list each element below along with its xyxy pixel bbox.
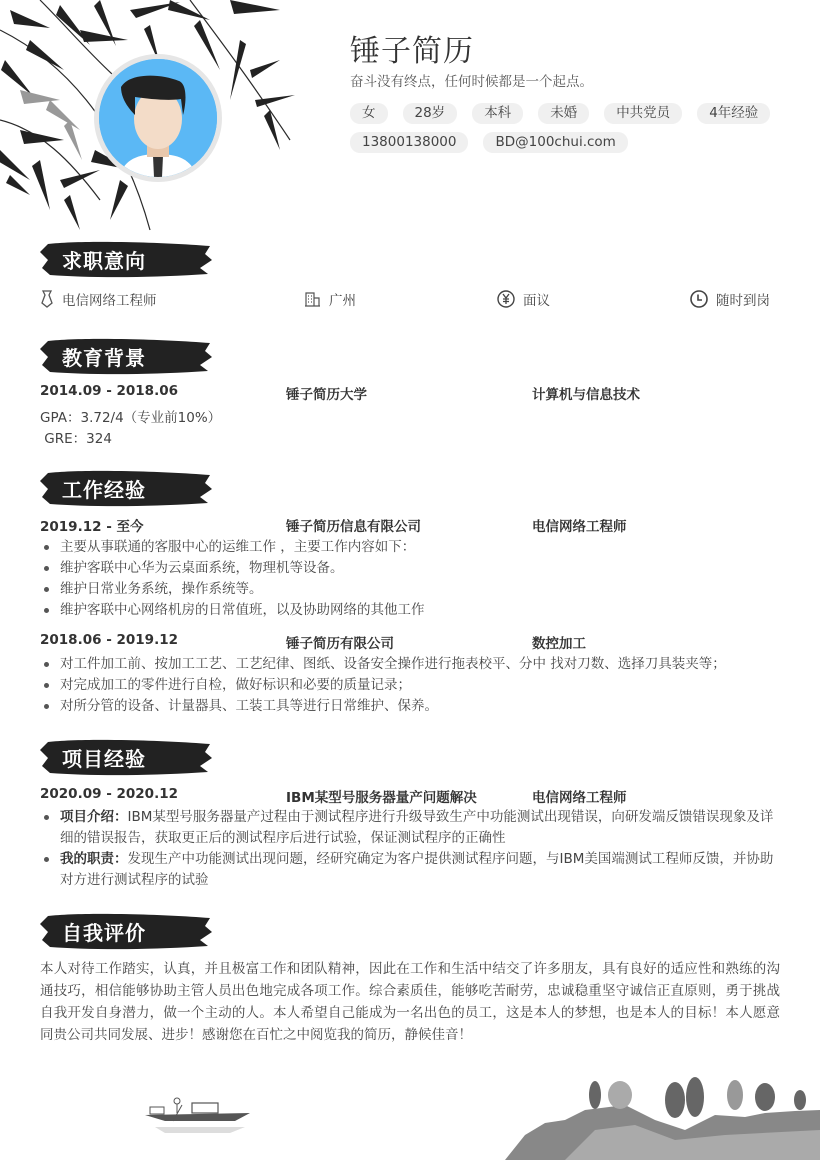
education-gre: GRE：324 [40, 431, 112, 447]
section-title: 自我评价 [62, 921, 146, 945]
job-position: 数控加工 [532, 636, 586, 652]
education-major: 计算机与信息技术 [532, 387, 640, 403]
section-header-education [40, 335, 215, 377]
intent-city-label: 广州 [329, 293, 356, 309]
profile-tags [350, 103, 790, 153]
list-item: 对所分管的设备、计量器具、工装工具等进行日常维护、保养。 [40, 696, 780, 717]
section-header-project [40, 736, 215, 778]
self-evaluation-text: 本人对待工作踏实，认真，并且极富工作和团队精神，因此在工作和生活中结交了许多朋友，具有良好的适应性和熟练的沟通技巧，相信能够协助主管人员出色地完成各项工作。综合素质佳，能够吃苦耐劳，忠诚稳重坚守诚信正直原则，勇于挑战自我开发自身潜力，做一个主动的人。本人希望自己能成为一名出色的员工，这是本人的梦想，也是本人的目标！本人愿意同贵公司共同发展、进步！感谢您在百忙之中阅览我的简历，静候佳音！ [40, 961, 780, 1043]
bullet-text: IBM某型号服务器量产过程由于测试程序进行升级导致生产中功能测试出现错误，向研发端反馈错误现象及详细的错误报告，获取更正后的测试程序后进行试验，保证测试程序的正确性 [60, 809, 774, 846]
avatar [94, 54, 222, 182]
project-period: 2020.09 - 2020.12 [40, 786, 178, 802]
intent-availability-label: 随时到岗 [716, 293, 770, 309]
list-item: 维护客联中心网络机房的日常值班，以及协助网络的其他工作 [40, 600, 780, 621]
list-item: 维护客联中心华为云桌面系统，物理机等设备。 [40, 558, 780, 579]
tag-political: 中共党员 [604, 103, 682, 124]
ink-landscape-decoration [505, 1075, 820, 1160]
intent-position-label: 电信网络工程师 [62, 293, 157, 309]
list-item: 对工件加工前、按加工工艺、工艺纪律、图纸、设备安全操作进行拖表校平、分中 找对刀数、选择刀具装夹等； [40, 654, 780, 675]
list-item: 对完成加工的零件进行自检，做好标识和必要的质量记录； [40, 675, 780, 696]
section-header-intent [40, 238, 215, 280]
tag-email: BD@100chui.com [483, 132, 627, 153]
intent-salary [497, 289, 550, 309]
education-school: 锤子简历大学 [286, 387, 367, 403]
job-company: 锤子简历信息有限公司 [286, 519, 421, 535]
tag-gender: 女 [350, 103, 388, 124]
intent-position [40, 289, 157, 309]
bullet-text: 发现生产中功能测试出现问题，经研究确定为客户提供测试程序问题，与IBM美国端测试工程师反馈，并协助对方进行测试程序的试验 [60, 851, 774, 888]
tag-age: 28岁 [403, 103, 458, 124]
motto: 奋斗没有终点，任何时候都是一个起点。 [350, 74, 593, 90]
tag-phone: 13800138000 [350, 132, 468, 153]
job-duties-list [40, 654, 780, 717]
section-title: 工作经验 [62, 478, 146, 502]
job-duties-list [40, 537, 780, 621]
intent-salary-label: 面议 [523, 293, 550, 309]
avatar-illustration [99, 59, 217, 177]
section-header-self-evaluation [40, 910, 215, 952]
intent-availability [690, 289, 770, 309]
section-title: 项目经验 [62, 747, 146, 771]
list-item: 维护日常业务系统，操作系统等。 [40, 579, 780, 600]
bullet-label: 我的职责： [60, 851, 128, 867]
clock-icon [690, 290, 708, 308]
section-title: 求职意向 [62, 249, 146, 273]
yen-icon [497, 290, 515, 308]
job-period: 2019.12 - 至今 [40, 519, 144, 535]
tag-marital: 未婚 [538, 103, 589, 124]
job-intent-row [40, 289, 780, 311]
intent-city [305, 289, 356, 309]
education-gpa: GPA：3.72/4（专业前10%） [40, 410, 222, 426]
section-title: 教育背景 [62, 346, 146, 370]
section-header-work [40, 467, 215, 509]
project-name: IBM某型号服务器量产问题解决 [286, 790, 477, 806]
project-details-list [40, 807, 780, 891]
job-period: 2018.06 - 2019.12 [40, 632, 178, 648]
list-item [40, 807, 780, 849]
list-item: 主要从事联通的客服中心的运维工作 ，主要工作内容如下： [40, 537, 780, 558]
candidate-name: 锤子简历 [350, 34, 474, 69]
job-position: 电信网络工程师 [532, 519, 627, 535]
education-period: 2014.09 - 2018.06 [40, 383, 178, 399]
job-company: 锤子简历有限公司 [286, 636, 394, 652]
tag-experience: 4年经验 [697, 103, 770, 124]
building-icon [305, 291, 321, 307]
tag-degree: 本科 [472, 103, 523, 124]
list-item [40, 849, 780, 891]
bullet-label: 项目介绍： [60, 809, 128, 825]
project-role: 电信网络工程师 [532, 790, 627, 806]
tie-icon [40, 290, 54, 308]
boat-decoration [140, 1095, 260, 1145]
